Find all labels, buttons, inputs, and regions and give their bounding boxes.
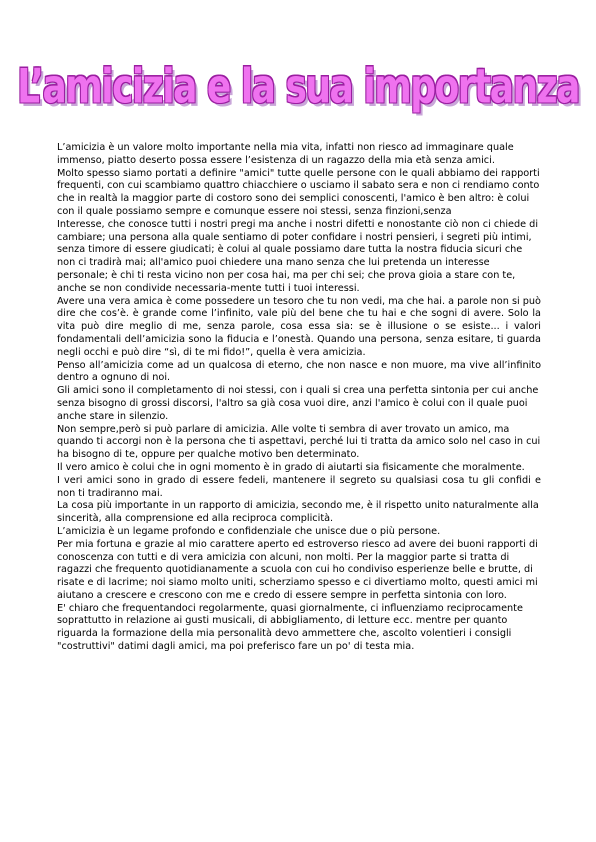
paragraph-7: Non sempre,però si può parlare di amicizia. Alle volte ti sembra di aver trovato un amico, ma quando ti accorgi non è la persona che ti aspettavi, perché lui ti tratta da amico solo nel caso in cui ha bisogno di te, oppure per qualche motivo ben determinato. [57, 423, 541, 461]
paragraph-12: Per mia fortuna e grazie al mio carattere aperto ed estroverso riesco ad avere dei buoni rapporti di conoscenza con tutti e di vera amicizia con alcuni, non molti. Per la maggior parte si tratta di ragazzi che frequento quotidianamente a scuola con cui ho condiviso esperienze belle e brutte, di risate e di lacrime; noi siamo molto uniti, scherziamo spesso e ci divertiamo molto, questi amici mi aiutano a crescere e crescono con me e credo di essere sempre in perfetta sintonia con loro. [57, 538, 538, 601]
document-body [57, 142, 541, 654]
paragraph-11: L’amicizia è un legame profondo e confidenziale che unisce due o più persone. [57, 525, 441, 537]
title-container [0, 62, 596, 122]
paragraph-2: Molto spesso siamo portati a definire "amici" tutte quelle persone con le quali abbiamo dei rapporti frequenti, con cui scambiamo quattro chiacchiere o usciamo il sabato sera e non ci rendiamo conto che in realtà la maggior parte di costoro sono dei semplici conoscenti, l'amico è ben altro: è colui con il quale possiamo sempre e comunque essere noi stessi, senza finzioni,senza [57, 167, 540, 217]
paragraph-4: Avere una vera amica è come possedere un tesoro che tu non vedi, ma che hai. a parole non si può dire che cos’è. è grande come l’infinito, vale più del bene che tu hai e che sogni di avere. Solo la vita può dire meglio di me, senza parole, cosa essa sia: se è illusione o se esiste... i valori fondamentali dell’amicizia sono la fiducia e l’onestà. Quando una persona, senza esitare, ti guarda negli occhi e può dire “sì, di te mi fido!”, quella è vera amicizia. [57, 295, 541, 358]
paragraph-5: Penso all’amicizia come ad un qualcosa di eterno, che non nasce e non muore, ma vive all’infinito dentro a ognuno di noi. [57, 359, 541, 384]
paragraph-3: Interesse, che conosce tutti i nostri pregi ma anche i nostri difetti e nonostante ciò non ci chiede di cambiare; una persona alla quale sentiamo di poter confidare i nostri pensieri, i segreti più intimi, senza timore di essere giudicati; è colui al quale possiamo dare tutta la nostra fiducia sicuri che non ci tradirà mai; all'amico puoi chiedere una mano senza che lui pretenda un interesse personale; è chi ti resta vicino non per cosa hai, ma per chi sei; che prova gioia a stare con te, anche se non condivide necessaria-mente tutti i tuoi interessi. [57, 218, 539, 294]
paragraph-9: I veri amici sono in grado di essere fedeli, mantenere il segreto su qualsiasi cosa tu gli confidi e non ti tradiranno mai. [57, 474, 541, 499]
paragraph-13: E' chiaro che frequentandoci regolarmente, quasi giornalmente, ci influenziamo reciprocamente soprattutto in relazione ai gusti musicali, di abbigliamento, di letture ecc. mentre per quanto riguarda la formazione della mia personalità devo ammettere che, ascolto volentieri i consigli "costruttivi" datimi dagli amici, ma poi preferisco fare un po' di testa mia. [57, 602, 523, 653]
paragraph-10: La cosa più importante in un rapporto di amicizia, secondo me, è il rispetto unito naturalmente alla sincerità, alla comprensione ed alla reciproca complicità. [57, 500, 539, 525]
paragraph-6: Gli amici sono il completamento di noi stessi, con i quali si crea una perfetta sintonia per cui anche senza bisogno di grossi discorsi, l'altro sa già cosa vuoi dire, anzi l'amico è colui con il quale puoi anche stare in silenzio. [57, 385, 539, 422]
paragraph-1: L’amicizia è un valore molto importante nella mia vita, infatti non riesco ad immaginare quale immenso, piatto deserto possa essere l’esistenza di un ragazzo della mia età senza amici. [57, 142, 514, 166]
paragraph-8: Il vero amico è colui che in ogni momento è in grado di aiutarti sia fisicamente che moralmente. [57, 461, 525, 473]
document-title: L’amicizia e la sua importanza [17, 60, 579, 114]
